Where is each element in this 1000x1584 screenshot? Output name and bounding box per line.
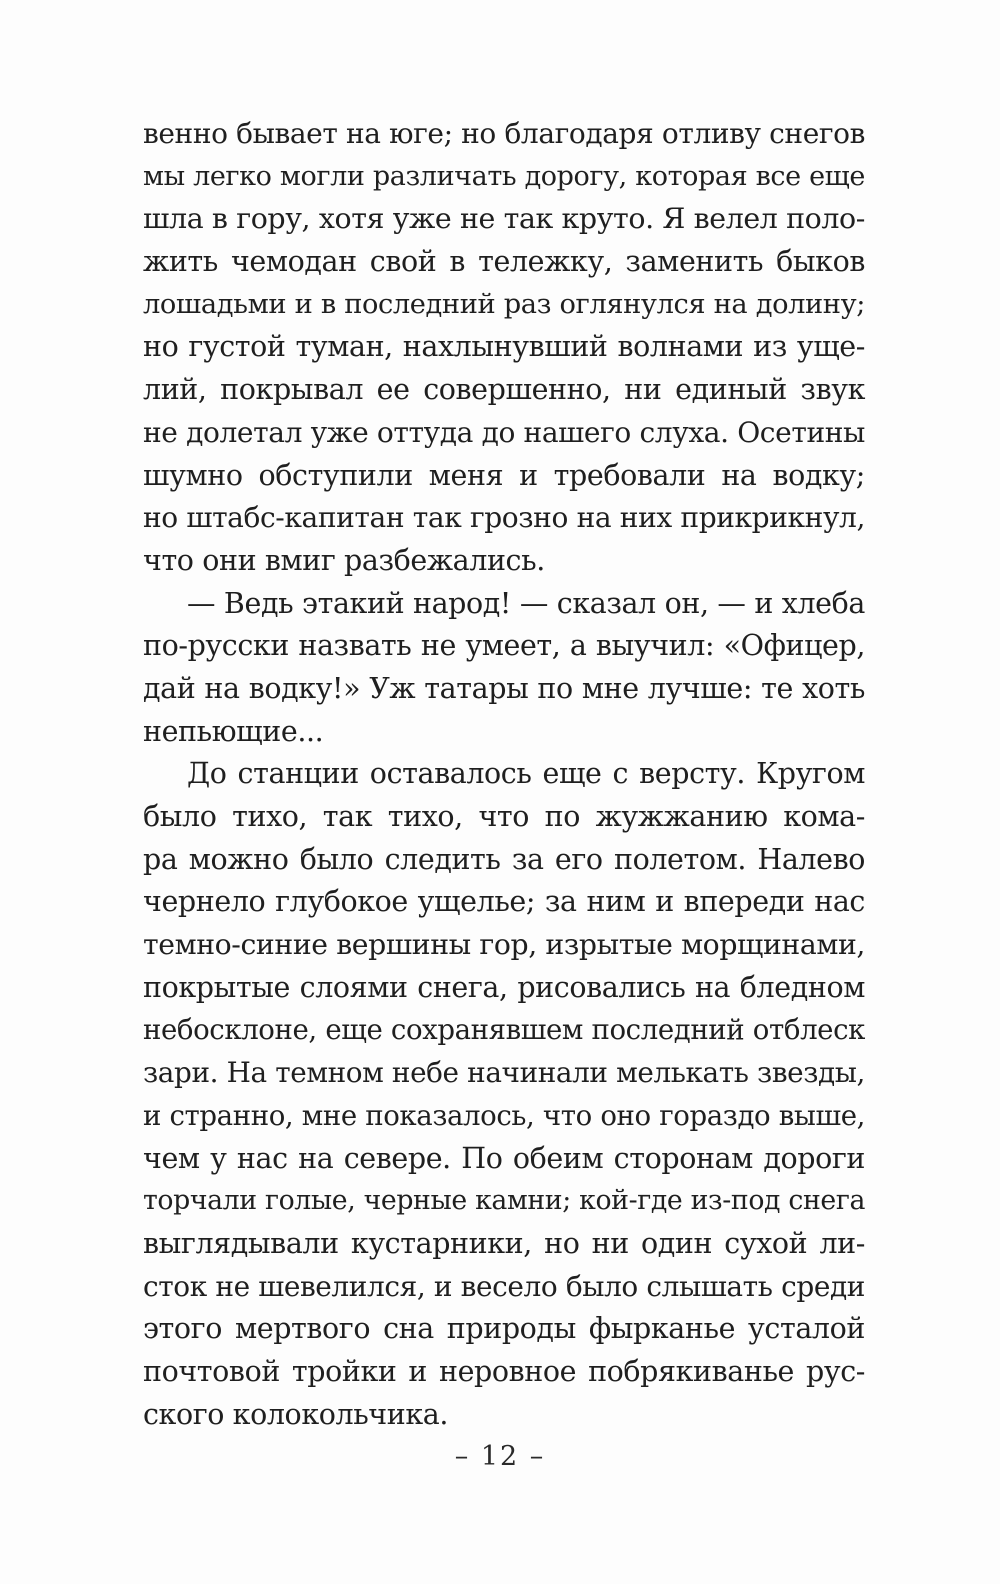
text-line: но штабс-капитан так грозно на них прикрикнул, (143, 501, 865, 535)
text-line: по-русски назвать не умеет, а выучил: «Офицер, (143, 629, 865, 663)
text-line: жить чемодан свой в тележку, заменить быков (143, 245, 865, 279)
text-line: лошадьми и в последний раз оглянулся на долину; (143, 288, 865, 320)
body-text (143, 113, 865, 1436)
text-line: ского колокольчика. (143, 1397, 449, 1431)
text-line: почтовой тройки и неровное побрякиванье рус- (143, 1354, 865, 1388)
text-line: торчали голые, черные камни; кой-где из-под снега (143, 1185, 865, 1217)
text-line: мы легко могли различать дорогу, которая все еще (143, 160, 865, 192)
text-line: венно бывает на юге; но благодаря отливу снегов (143, 117, 865, 150)
text-line: небосклоне, еще сохранявшем последний отблеск (143, 1013, 865, 1047)
text-line: покрытые слоями снега, рисовались на бледном (143, 970, 865, 1004)
text-line: непьющие... (143, 714, 324, 748)
text-line: этого мертвого сна природы фырканье усталой (143, 1312, 865, 1346)
text-line: что они вмиг разбежались. (143, 543, 545, 577)
text-line: шла в гору, хотя уже не так круто. Я велел поло- (143, 202, 865, 236)
page-number: – 12 – (454, 1441, 546, 1472)
text-line: и странно, мне показалось, что оно гораздо выше, (143, 1098, 865, 1132)
text-line: но густой туман, нахлынувший волнами из уще- (143, 330, 865, 364)
text-line: ра можно было следить за его полетом. Налево (143, 842, 865, 876)
text-line: — Ведь этакий народ! — сказал он, — и хлеба (187, 586, 865, 620)
text-line: шумно обступили меня и требовали на водку; (143, 458, 865, 492)
text-line: зари. На темном небе начинали мелькать звезды, (143, 1056, 865, 1090)
text-line: было тихо, так тихо, что по жужжанию кома- (143, 800, 865, 833)
text-line: выглядывали кустарники, но ни один сухой ли- (143, 1226, 865, 1260)
text-line: дай на водку!» Уж татары по мне лучше: те хоть (143, 671, 865, 705)
text-line: лий, покрывал ее совершенно, ни единый звук (143, 373, 865, 407)
text-line: До станции оставалось еще с версту. Кругом (187, 757, 865, 791)
text-line: темно-синие вершины гор, изрытые морщинами, (143, 928, 865, 962)
text-line: сток не шевелился, и весело было слышать среди (143, 1269, 865, 1303)
text-line: чернело глубокое ущелье; за ним и впереди нас (143, 885, 865, 919)
text-line: чем у нас на севере. По обеим сторонам дороги (143, 1141, 865, 1175)
text-line: не долетал уже оттуда до нашего слуха. Осетины (143, 415, 865, 449)
